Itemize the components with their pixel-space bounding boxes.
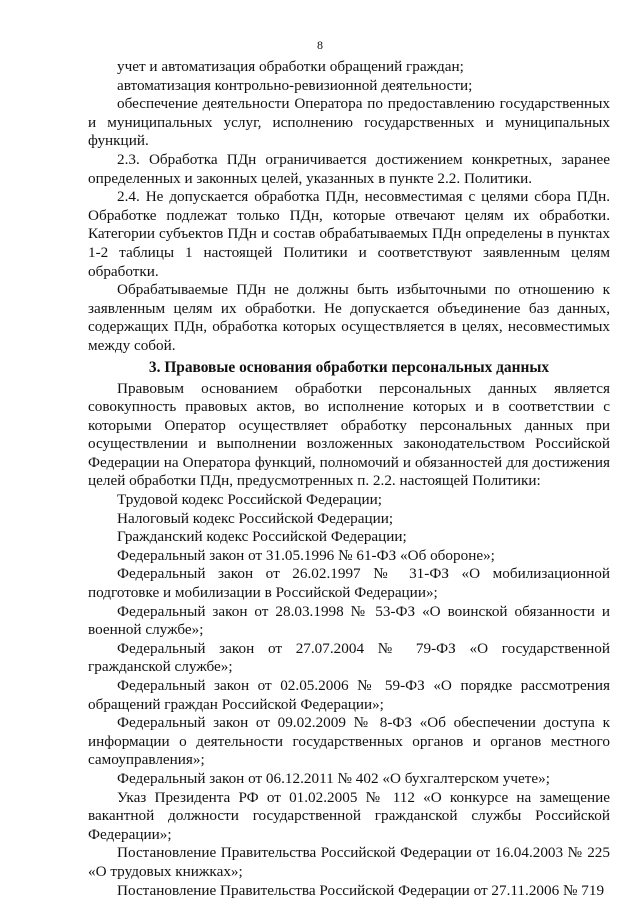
paragraph: 2.3. Обработка ПДн ограничивается достижением конкретных, заранее определенных и законных целей, указанных в пункте 2.2. Политики. <box>88 150 610 187</box>
list-item: Гражданский кодекс Российской Федерации; <box>117 528 407 546</box>
paragraph: автоматизация контрольно-ревизионной деятельности; <box>117 76 473 94</box>
page-number: 8 <box>317 38 323 52</box>
list-item: Постановление Правительства Российской Федерации от 16.04.2003 № 225 «О трудовых книжках»; <box>88 844 610 880</box>
paragraph: Обрабатываемые ПДн не должны быть избыточными по отношению к заявленным целям их обработки. Не допускается объединение баз данных, содержащих ПДн, обработка которых осуществляется в целях, несовместимых между собой. <box>88 281 610 354</box>
paragraph: Правовым основанием обработки персональных данных является совокупность правовых актов, во исполнение которых и в соответствии с которыми Оператор осуществляет обработку персональных данных при осуществлении и выполнении возложенных законодательством Российской Федерации на Оператора функций, полномочий и обязанностей для достижения целей обработки ПДн, предусмотренных п. 2.2. настоящей Политики: <box>88 379 610 490</box>
section-heading: 3. Правовые основания обработки персональных данных <box>148 358 550 376</box>
paragraph: 2.4. Не допускается обработка ПДн, несовместимая с целями сбора ПДн. Обработке подлежат только ПДн, которые отвечают целям их обработки. Категории субъектов ПДн и состав обрабатываемых ПДн определены в пунктах 1-2 таблицы 1 настоящей Политики и соответствуют заявленным целям обработки. <box>88 188 610 280</box>
page-body <box>88 58 610 900</box>
list-item: Федеральный закон от 26.02.1997 № 31-ФЗ «О мобилизационной подготовке и мобилизации в Российской Федерации»; <box>88 565 610 602</box>
paragraph: обеспечение деятельности Оператора по предоставлению государственных и муниципальных услуг, исполнению государственных и муниципальных функций. <box>88 95 610 150</box>
list-item: Указ Президента РФ от 01.02.2005 № 112 «О конкурсе на замещение вакантной должности государственной гражданской службы Российской Федерации»; <box>88 788 610 843</box>
list-item: Федеральный закон от 27.07.2004 № 79-ФЗ «О государственной гражданской службе»; <box>88 639 610 676</box>
list-item: Трудовой кодекс Российской Федерации; <box>117 491 382 509</box>
list-item: Федеральный закон от 06.12.2011 № 402 «О бухгалтерском учете»; <box>117 769 550 787</box>
list-item: Налоговый кодекс Российской Федерации; <box>117 509 394 527</box>
list-item: Постановление Правительства Российской Федерации от 27.11.2006 № 719 <box>117 881 605 899</box>
paragraph: учет и автоматизация обработки обращений граждан; <box>117 58 464 75</box>
list-item: Федеральный закон от 31.05.1996 № 61-ФЗ «Об обороне»; <box>117 546 495 564</box>
list-item: Федеральный закон от 09.02.2009 № 8-ФЗ «Об обеспечении доступа к информации о деятельности государственных органов и органов местного самоуправления»; <box>88 714 610 769</box>
list-item: Федеральный закон от 28.03.1998 № 53-ФЗ «О воинской обязанности и военной службе»; <box>88 602 610 639</box>
list-item: Федеральный закон от 02.05.2006 № 59-ФЗ «О порядке рассмотрения обращений граждан Российской Федерации»; <box>88 677 610 713</box>
